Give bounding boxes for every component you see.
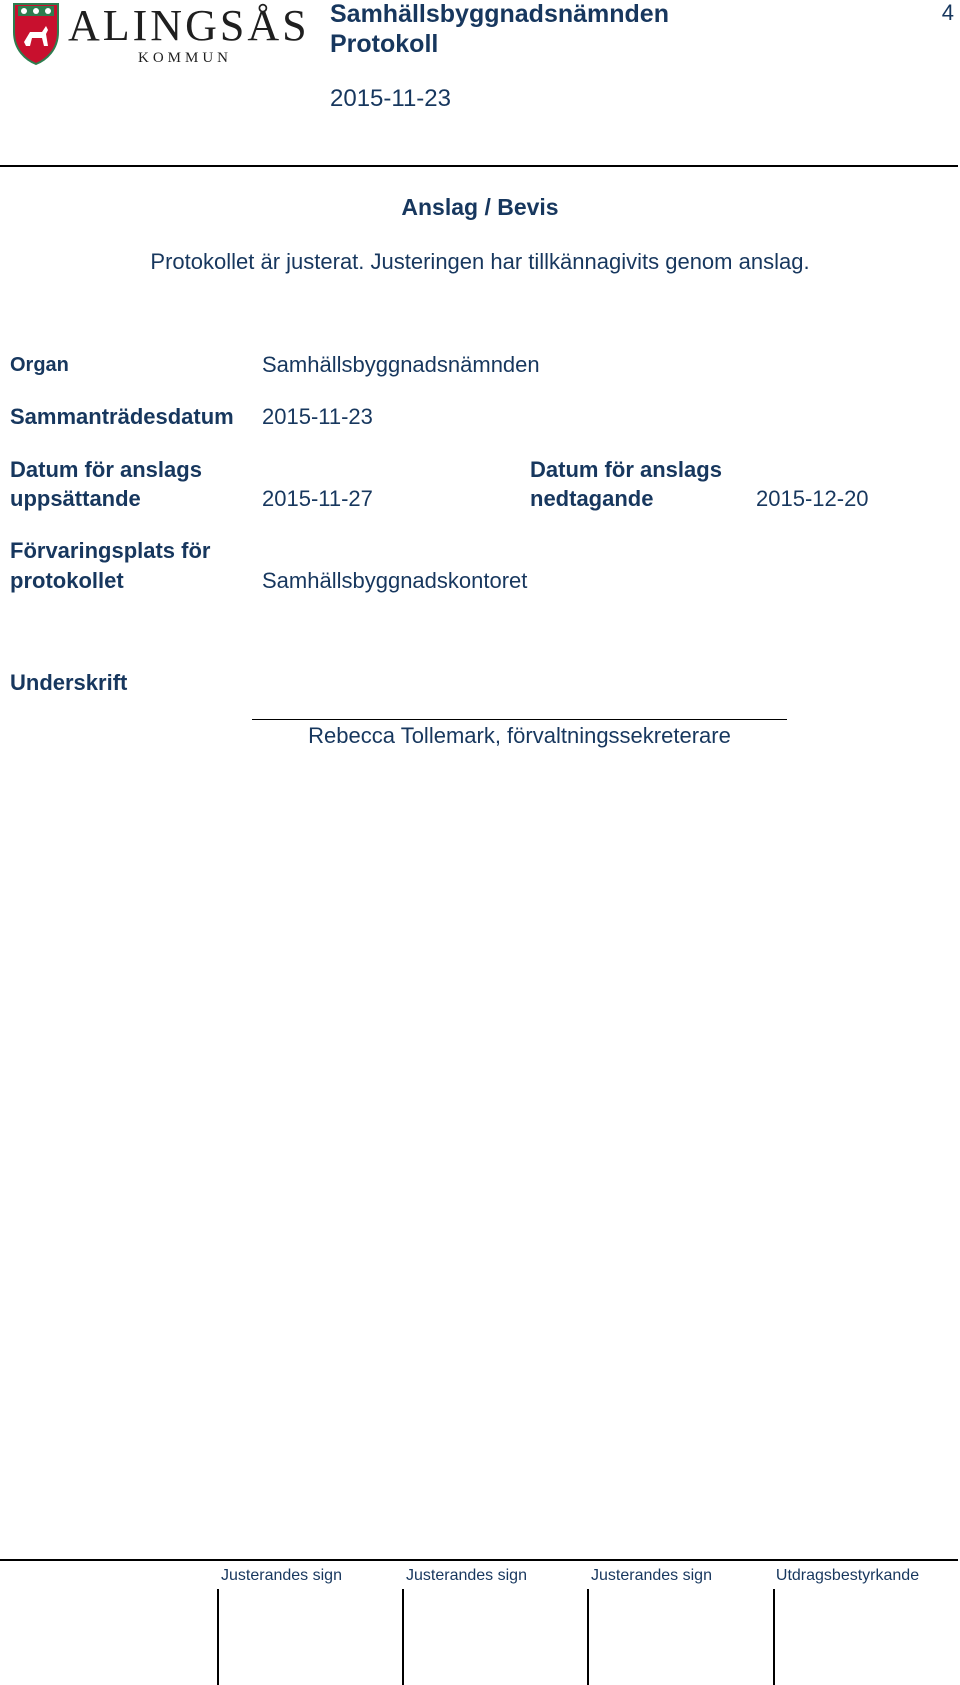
header-date: 2015-11-23 (330, 85, 451, 112)
removal-date-label-line2: nedtagande (530, 486, 654, 511)
posting-date-label-line2: uppsättande (10, 486, 141, 511)
posting-date-label-line1: Datum för anslags (10, 457, 202, 482)
header-organization: Samhällsbyggnadsnämnden (330, 0, 669, 28)
footer-sign-box-4 (773, 1589, 775, 1685)
logo-subtitle: KOMMUN (138, 50, 233, 66)
posting-date-value: 2015-11-27 (262, 486, 373, 511)
footer-sign-box-1 (217, 1589, 219, 1685)
footer-sign-box-2 (402, 1589, 404, 1685)
removal-date-value: 2015-12-20 (756, 486, 869, 511)
logo-wordmark: ALINGSÅS (68, 1, 310, 50)
footer-divider (0, 1559, 958, 1561)
meeting-date-label: Sammanträdesdatum (10, 404, 234, 429)
signature-name: Rebecca Tollemark, förvaltningssekreterare (308, 723, 731, 748)
footer-cell-adjuster-sign-2: Justerandes sign (406, 1567, 527, 1584)
removal-date-label-line1: Datum för anslags (530, 457, 722, 482)
municipality-logo (8, 0, 310, 70)
signature-label: Underskrift (10, 670, 128, 695)
footer-cell-adjuster-sign-1: Justerandes sign (221, 1567, 342, 1584)
footer-sign-box-3 (587, 1589, 589, 1685)
footer-cell-adjuster-sign-3: Justerandes sign (591, 1567, 712, 1584)
notice-heading: Anslag / Bevis (401, 194, 559, 220)
meeting-date-value: 2015-11-23 (262, 404, 373, 429)
notice-statement: Protokollet är justerat. Justeringen har tillkännagivits genom anslag. (150, 249, 810, 274)
coat-of-arms-icon (12, 2, 60, 66)
storage-label-line2: protokollet (10, 568, 124, 593)
storage-value: Samhällsbyggnadskontoret (262, 568, 528, 593)
page-number: 4 (941, 0, 954, 25)
organ-value: Samhällsbyggnadsnämnden (262, 352, 540, 377)
footer-cell-certified-extract: Utdragsbestyrkande (775, 1567, 920, 1584)
header-document-type: Protokoll (330, 30, 439, 58)
storage-label-line1: Förvaringsplats för (10, 538, 211, 563)
header-divider (0, 165, 958, 167)
organ-label: Organ (10, 354, 69, 376)
